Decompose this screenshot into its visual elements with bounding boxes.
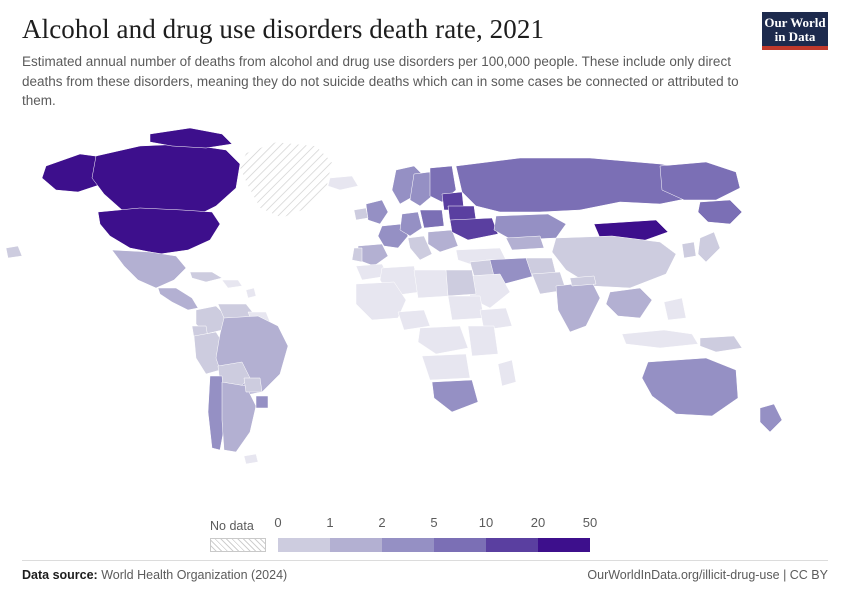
country-balkans[interactable] (428, 230, 458, 252)
legend-tick-4: 10 (478, 515, 494, 530)
country-egypt[interactable] (446, 270, 476, 296)
country-kenya-tanzania[interactable] (468, 326, 498, 356)
legend-swatch-3[interactable] (434, 538, 486, 552)
legend-tick-5: 20 (530, 515, 546, 530)
country-united-states[interactable] (98, 208, 220, 254)
country-nepal[interactable] (570, 276, 596, 286)
page-title: Alcohol and drug use disorders death rate, 2021 (22, 14, 545, 44)
country-angola-zambia[interactable] (422, 354, 470, 380)
country-libya[interactable] (414, 270, 450, 298)
country-philippines[interactable] (664, 298, 686, 320)
country-cuba[interactable] (190, 272, 222, 282)
world-map[interactable] (0, 120, 850, 500)
country-pacific-island[interactable] (6, 246, 22, 258)
country-portugal[interactable] (352, 248, 362, 262)
country-southeast-asia[interactable] (606, 288, 652, 318)
country-papua-new-guinea[interactable] (700, 336, 742, 352)
legend-swatch-0[interactable] (278, 538, 330, 552)
country-japan[interactable] (698, 232, 720, 262)
legend-tick-3: 5 (430, 515, 438, 530)
legend-tick-2: 2 (378, 515, 386, 530)
country-canada[interactable] (92, 144, 240, 216)
legend-ticks (274, 515, 642, 535)
country-southern-africa[interactable] (432, 380, 478, 412)
country-australia[interactable] (642, 358, 738, 416)
country-madagascar[interactable] (498, 360, 516, 386)
country-iraq[interactable] (470, 260, 494, 276)
country-falklands[interactable] (244, 454, 258, 464)
country-ireland[interactable] (354, 208, 368, 220)
country-paraguay[interactable] (244, 378, 262, 392)
country-central-america[interactable] (158, 288, 198, 310)
legend-color-ramp[interactable] (278, 538, 590, 552)
legend-no-data-swatch[interactable] (210, 538, 266, 552)
country-mexico[interactable] (112, 250, 186, 288)
country-korea[interactable] (682, 242, 696, 258)
country-antilles-small[interactable] (246, 288, 256, 298)
country-ukraine[interactable] (450, 218, 498, 240)
legend-no-data-label: No data (210, 519, 254, 533)
country-nigeria[interactable] (398, 310, 430, 330)
logo-line-1: Our World (764, 15, 826, 30)
legend-tick-0: 0 (274, 515, 282, 530)
country-greenland[interactable] (240, 142, 332, 218)
country-indonesia[interactable] (622, 330, 698, 348)
country-uzbekistan[interactable] (506, 236, 544, 250)
legend-swatch-2[interactable] (382, 538, 434, 552)
legend-tick-6: 50 (582, 515, 598, 530)
legend-tick-1: 1 (326, 515, 334, 530)
map-legend (0, 505, 850, 551)
legend-swatch-5[interactable] (538, 538, 590, 552)
country-kazakhstan[interactable] (494, 214, 566, 240)
country-uruguay[interactable] (256, 396, 268, 408)
country-russia-east[interactable] (660, 162, 740, 200)
legend-swatch-1[interactable] (330, 538, 382, 552)
country-sweden[interactable] (410, 172, 432, 206)
page-subtitle: Estimated annual number of deaths from alcohol and drug use disorders per 100,000 people. These include only direct deaths from these disorders, meaning they do not suicide deaths which can in some cases be connected or attributed to them. (22, 54, 739, 109)
country-spain[interactable] (358, 244, 388, 266)
data-source-value: World Health Organization (2024) (101, 568, 288, 582)
country-sudan[interactable] (448, 296, 484, 320)
data-source (22, 568, 287, 582)
country-new-zealand[interactable] (760, 404, 782, 432)
owid-logo[interactable] (762, 12, 828, 50)
data-source-label: Data source: (22, 568, 98, 582)
country-united-kingdom[interactable] (366, 200, 388, 224)
logo-line-2: in Data (774, 29, 816, 45)
chart-footer (22, 560, 828, 594)
country-hispaniola[interactable] (222, 280, 242, 288)
country-russia-far-east[interactable] (698, 200, 742, 224)
footer-attribution[interactable]: OurWorldInData.org/illicit-drug-use | CC BY (587, 568, 828, 582)
country-dr-congo[interactable] (418, 326, 468, 354)
country-india[interactable] (556, 282, 600, 332)
country-iceland[interactable] (328, 176, 358, 190)
country-poland[interactable] (420, 210, 444, 228)
legend-swatch-4[interactable] (486, 538, 538, 552)
